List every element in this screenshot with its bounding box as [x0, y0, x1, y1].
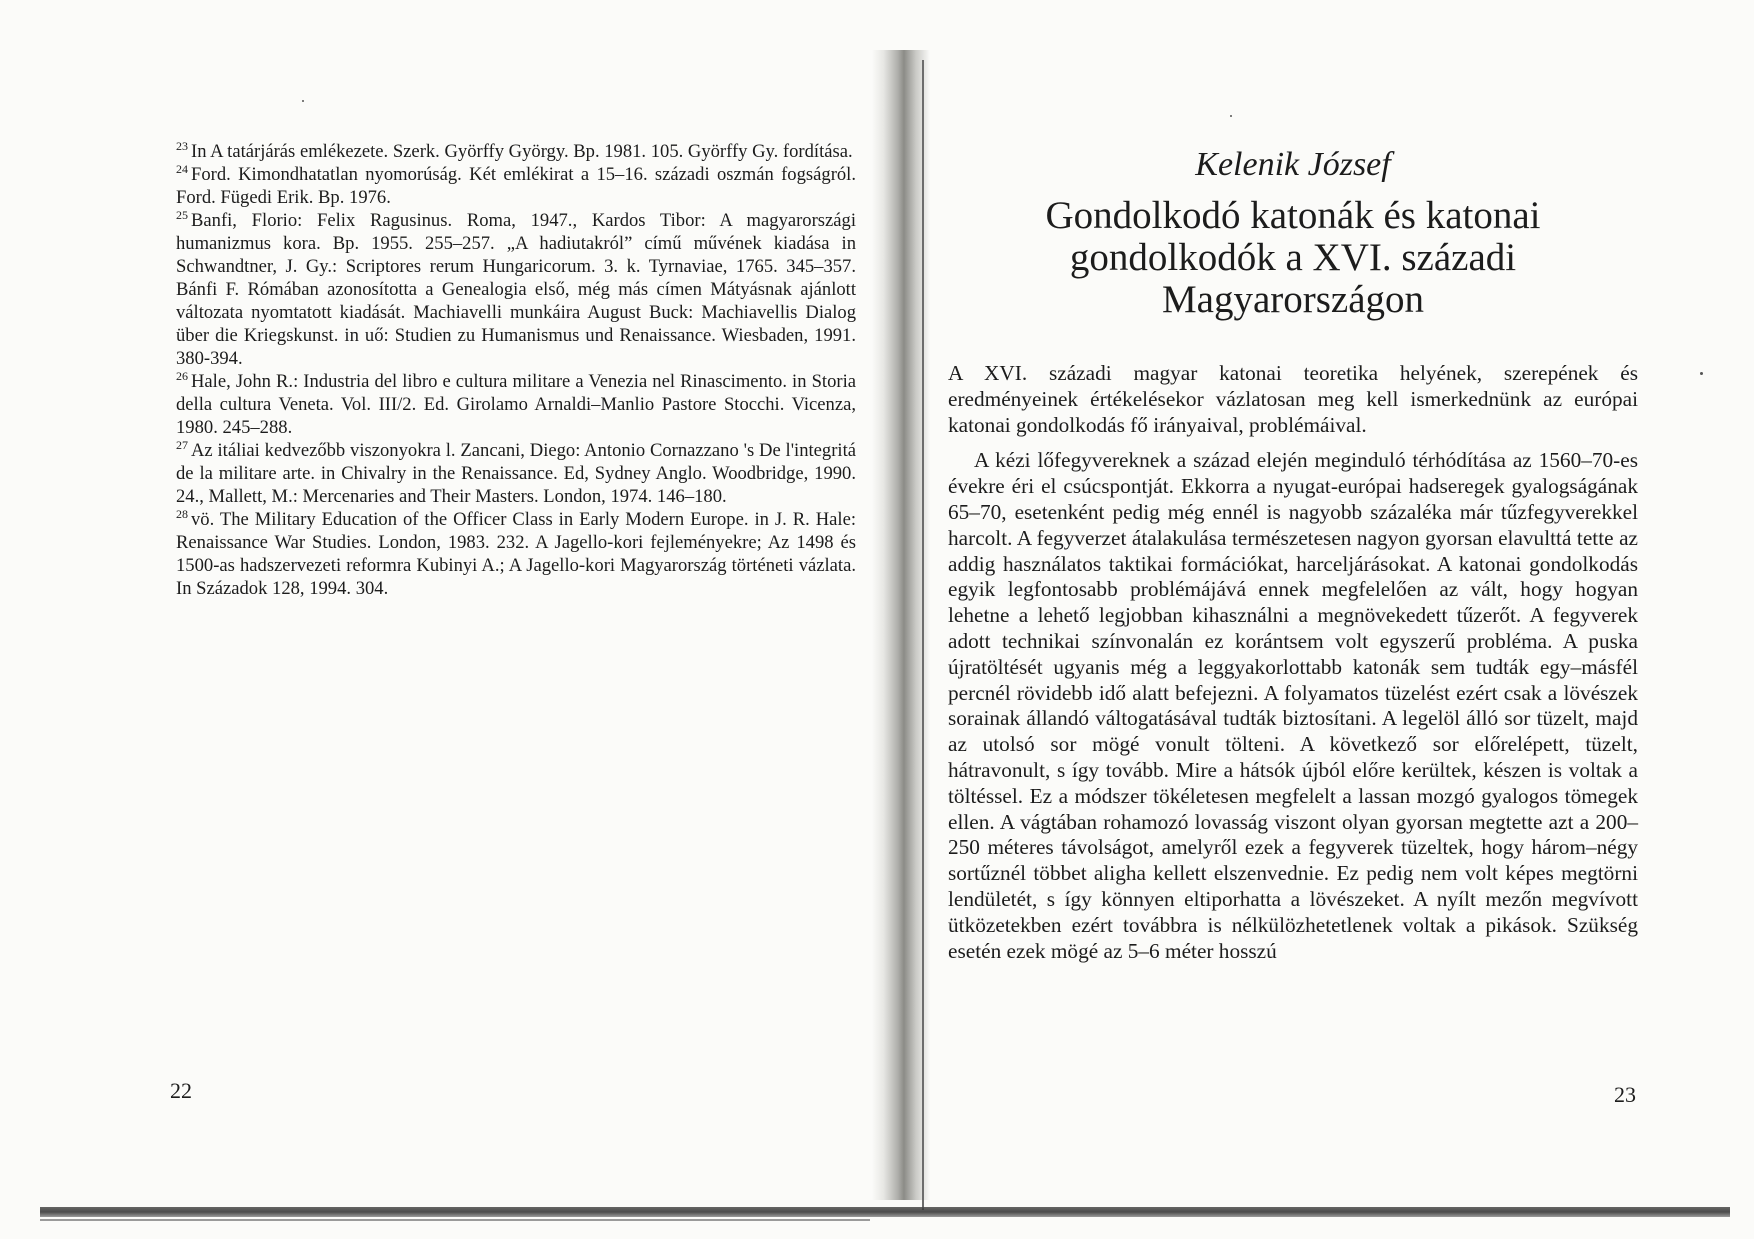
book-gutter-line — [922, 60, 924, 1210]
page-number-left: 22 — [170, 1078, 192, 1103]
page-number-right: 23 — [1614, 1082, 1636, 1107]
scan-bottom-edge — [40, 1207, 1730, 1217]
scan-speck — [302, 100, 304, 102]
article-abstract: A XVI. századi magyar katonai teoretika helyének, szerepének és eredményeinek értékelésekor vázlatosan meg kell ismerkednünk az európai katonai gondolkodás fő irányaival, problémáival. — [948, 361, 1638, 437]
title-line-1: Gondolkodó katonák és katonai — [1045, 194, 1541, 237]
title-line-2: gondolkodók a XVI. századi — [1069, 236, 1517, 279]
article-author: Kelenik József — [1195, 146, 1391, 183]
article-title — [948, 195, 1638, 321]
scan-bottom-edge-thin — [40, 1219, 870, 1221]
left-page-footnotes — [176, 140, 856, 600]
scan-speck — [1230, 115, 1232, 117]
article-body-paragraph: A kézi lőfegyvereknek a század elején meginduló térhódítása az 1560–70-es évekre éri el csúcspontját. Ekkorra a nyugat-európai hadseregek gyalogságának 65–70, esetenként pedig még ennél is nagyobb százaléka már tűzfegyverekkel harcolt. A fegyverzet átalakulása természetesen nagyon gyorsan elavulttá tette az addig használatos taktikai formációkat, harceljárásokat. A katonai gondolkodás egyik legfontosabb problémájává ennek megfelelően az vált, hogy hogyan lehetne a lehető legjobban kihasználni a megnövekedett tűzerőt. A fegyverek adott technikai színvonalán ez korántsem volt egyszerű probléma. A puska újratöltését ugyanis még a leggyakorlottabb katonák sem tudták egy–másfél percnél rövidebb idő alatt befejezni. A folyamatos tüzelést ezért csak a lövészek sorainak állandó váltogatásával tudták biztosítani. A legelöl álló sor tüzelt, majd az utolsó sor mögé vonult tölteni. A következő sor előrelépett, tüzelt, hátravonult, s így tovább. Mire a hátsók újból előre kerültek, készen is voltak a töltéssel. Ez a módszer tökéletesen megfelelt a lassan mozgó gyalogos tömegek ellen. A vágtában rohamozó lovasság viszont olyan gyorsan megtette azt a 200–250 méteres távolságot, amelyről ezek a fegyverek tüzeltek, hogy három–négy sortűznél többet aligha kellett elszenvednie. Ez pedig nem volt képes megtörni lendületét, s így könnyen eltiporhatta a lövészeket. A nyílt mezőn megvívott ütközetekben ezért továbbra is nélkülözhetetlenek voltak a pikások. Szükség esetén ezek mögé az 5–6 méter hosszú — [948, 448, 1638, 963]
scan-speck — [1700, 372, 1703, 375]
footnote-24: $^{24}$ Ford. Kimondhatatlan nyomorúság. Két emlékirat a 15–16. századi oszmán fogságról. Ford. Fügedi Erik. Bp. 1976. — [176, 161, 856, 208]
right-page — [948, 145, 1638, 964]
footnote-28: $^{28}$ vö. The Military Education of the Officer Class in Early Modern Europe. in J. R. Hale: Renaissance War Studies. London, 1983. 232. A Jagello-kori fejleményekre; Az 1498 és 1500-as hadszervezeti reformra Kubinyi A.; A Jagello-kori Magyarország történeti vázlata. In Századok 128, 1994. 304. — [176, 506, 856, 599]
footnote-27: $^{27}$ Az itáliai kedvezőbb viszonyokra l. Zancani, Diego: Antonio Cornazzano 's De l'integritá de la militare arte. in Chivalry in the Renaissance. Ed, Sydney Anglo. Woodbridge, 1990. 24., Mallett, M.: Mercenaries and Their Masters. London, 1974. 146–180. — [176, 437, 856, 507]
footnote-25: $^{25}$ Banfi, Florio: Felix Ragusinus. Roma, 1947., Kardos Tibor: A magyarországi humanizmus kora. Bp. 1955. 255–257. „A hadiutakról” című művének kiadása in Schwandtner, J. Gy.: Scriptores rerum Hungaricorum. 3. k. Tyrnaviae, 1765. 345–357. Bánfi F. Rómában azonosította a Genealogia első, még más címen Mátyásnak ajánlott változata nyomtatott kiadását. Machiavelli munkáira August Buck: Machiavellis Dialog über die Kriegskunst. in uő: Studien zu Humanismus und Renaissance. Wiesbaden, 1991. 380-394. — [176, 207, 856, 369]
title-line-3: Magyarországon — [1161, 278, 1425, 321]
footnote-23: $^{23}$ In A tatárjárás emlékezete. Szerk. Györffy György. Bp. 1981. 105. Györffy Gy. fordítása. — [176, 138, 853, 162]
footnote-26: $^{26}$ Hale, John R.: Industria del libro e cultura militare a Venezia nel Rinascimento. in Storia della cultura Veneta. Vol. III/2. Ed. Girolamo Arnaldi–Manlio Pastore Stocchi. Vicenza, 1980. 245–288. — [176, 368, 856, 438]
